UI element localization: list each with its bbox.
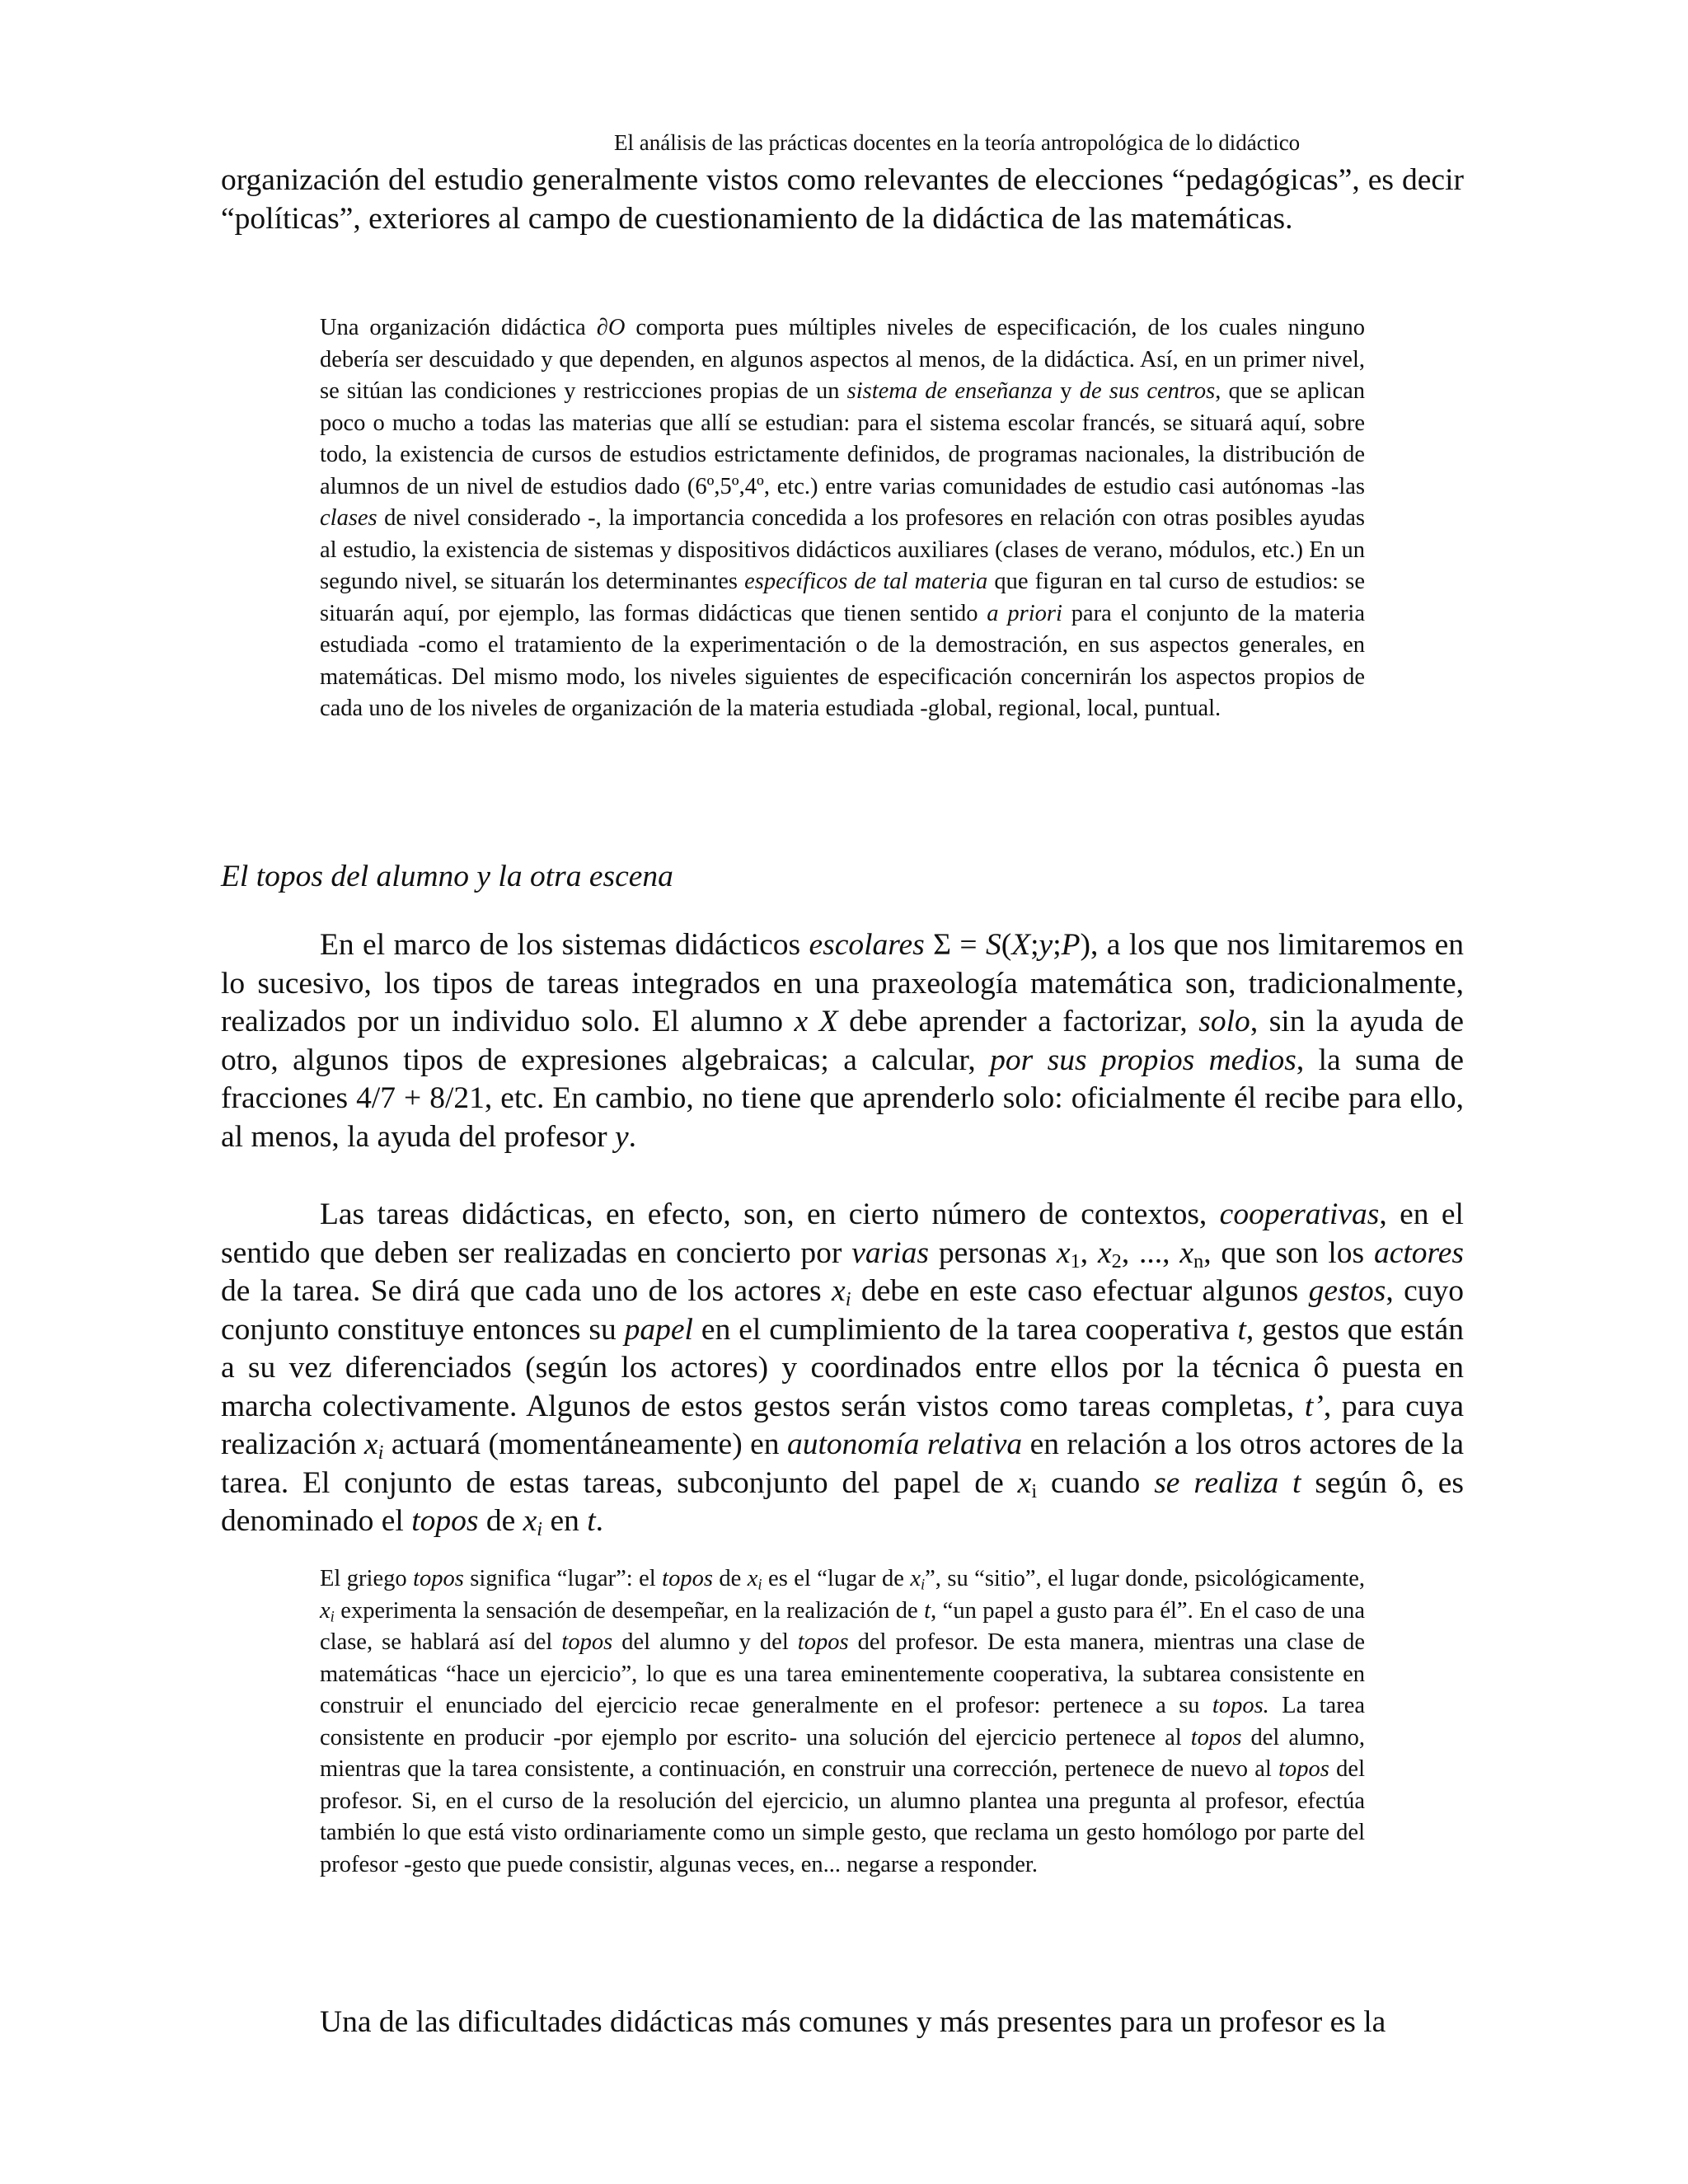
section-heading: El topos del alumno y la otra escena (221, 860, 673, 893)
paragraph-tareas-cooperativas: Las tareas didácticas, en efecto, son, en cierto número de contextos, cooperativas, en el sentido que deben ser realizadas en concierto por varias personas $x_1$, $x_2$, ..., $x_n$, que son los actores de la tarea. Se dirá que cada uno de los actores $x_i$ debe en este caso efectuar algunos gestos, cuyo conjunto constituye entonces su papel en el cumplimiento de la tarea cooperativa t, gestos que están a su vez diferenciados (según los actores) y coordinados entre ellos por la técnica ô puesta en marcha colectivamente. Algunos de estos gestos serán vistos como tareas completas, t’, para cuya realización $x_i$ actuará (momentáneamente) en autonomía relativa en relación a los otros actores de la tarea. El conjunto de estas tareas, subconjunto del papel de $x_i$ cuando se realiza t según ô, es denominado el topos de $x_i$ en t. (221, 1197, 1465, 1541)
paragraph-sistemas-didacticos: En el marco de los sistemas didácticos escolares Σ = S(X;y;P), a los que nos limitaremos en lo sucesivo, los tipos de tareas integrados en una praxeología matemática son, tradicionalmente, realizados por un individuo solo. El alumno x X debe aprender a factorizar, solo, sin la ayuda de otro, algunos tipos de expresiones algebraicas; a calcular, por sus propios medios, la suma de fracciones 4/7 + 8/21, etc. En cambio, no tiene que aprenderlo solo: oficialmente él recibe para ello, al menos, la ayuda del profesor y. (221, 928, 1465, 1154)
block-quote-organizacion-didactica: Una organización didáctica ∂O comporta pues múltiples niveles de especificación, de los cuales ninguno debería ser descuidado y que dependen, en algunos aspectos al menos, de la didáctica. Así, en un primer nivel, se sitúan las condiciones y restricciones propias de un sistema de enseñanza y de sus centros, que se aplican poco o mucho a todas las materias que allí se estudian: para el sistema escolar francés, se situará aquí, sobre todo, la existencia de cursos de estudios estrictamente definidos, de programas nacionales, la distribución de alumnos de un nivel de estudios dado (6º,5º,4º, etc.) entre varias comunidades de estudio casi autónomas -las clases de nivel considerado -, la importancia concedida a los profesores en relación con otras posibles ayudas al estudio, la existencia de sistemas y dispositivos didácticos auxiliares (clases de verano, módulos, etc.) En un segundo nivel, se situarán los determinantes específicos de tal materia que figuran en tal curso de estudios: se situarán aquí, por ejemplo, las formas didácticas que tienen sentido a priori para el conjunto de la materia estudiada -como el tratamiento de la experimentación o de la demostración, en sus aspectos generales, en matemáticas. Del mismo modo, los niveles siguientes de especificación concernirán los aspectos propios de cada uno de los niveles de organización de la materia estudiada -global, regional, local, puntual. (320, 315, 1366, 721)
block-quote-topos: El griego topos significa “lugar”: el topos de $x_i$ es el “lugar de $x_i$”, su “sitio”, el lugar donde, psicológicamente, $x_i$ experimenta la sensación de desempeñar, en la realización de t, “un papel a gusto para él”. En el caso de una clase, se hablará así del topos del alumno y del topos del profesor. De esta manera, mientras una clase de matemáticas “hace un ejercicio”, lo que es una tarea eminentemente cooperativa, la subtarea consistente en construir el enunciado del ejercicio recae generalmente en el profesor: pertenece a su topos. La tarea consistente en producir -por ejemplo por escrito- una solución del ejercicio pertenece al topos del alumno, mientras que la tarea consistente, a continuación, en construir una corrección, pertenece de nuevo al topos del profesor. Si, en el curso de la resolución del ejercicio, un alumno plantea una pregunta al profesor, efectúa también lo que está visto ordinariamente como un simple gesto, que reclama un gesto homólogo por parte del profesor -gesto que puede consistir, algunas veces, en... negarse a responder. (320, 1566, 1366, 1877)
running-header: El análisis de las prácticas docentes en la teoría antropológica de lo didáctico (614, 130, 1301, 155)
paragraph-continuation: organización del estudio generalmente vistos como relevantes de elecciones “pedagógicas”, es decir “políticas”, exteriores al campo de cuestionamiento de la didáctica de las matemáticas. (221, 163, 1464, 236)
math-symbol: ∂O (596, 315, 626, 340)
paragraph-dificultades: Una de las dificultades didácticas más comunes y más presentes para un profesor es la (320, 2005, 1386, 2039)
